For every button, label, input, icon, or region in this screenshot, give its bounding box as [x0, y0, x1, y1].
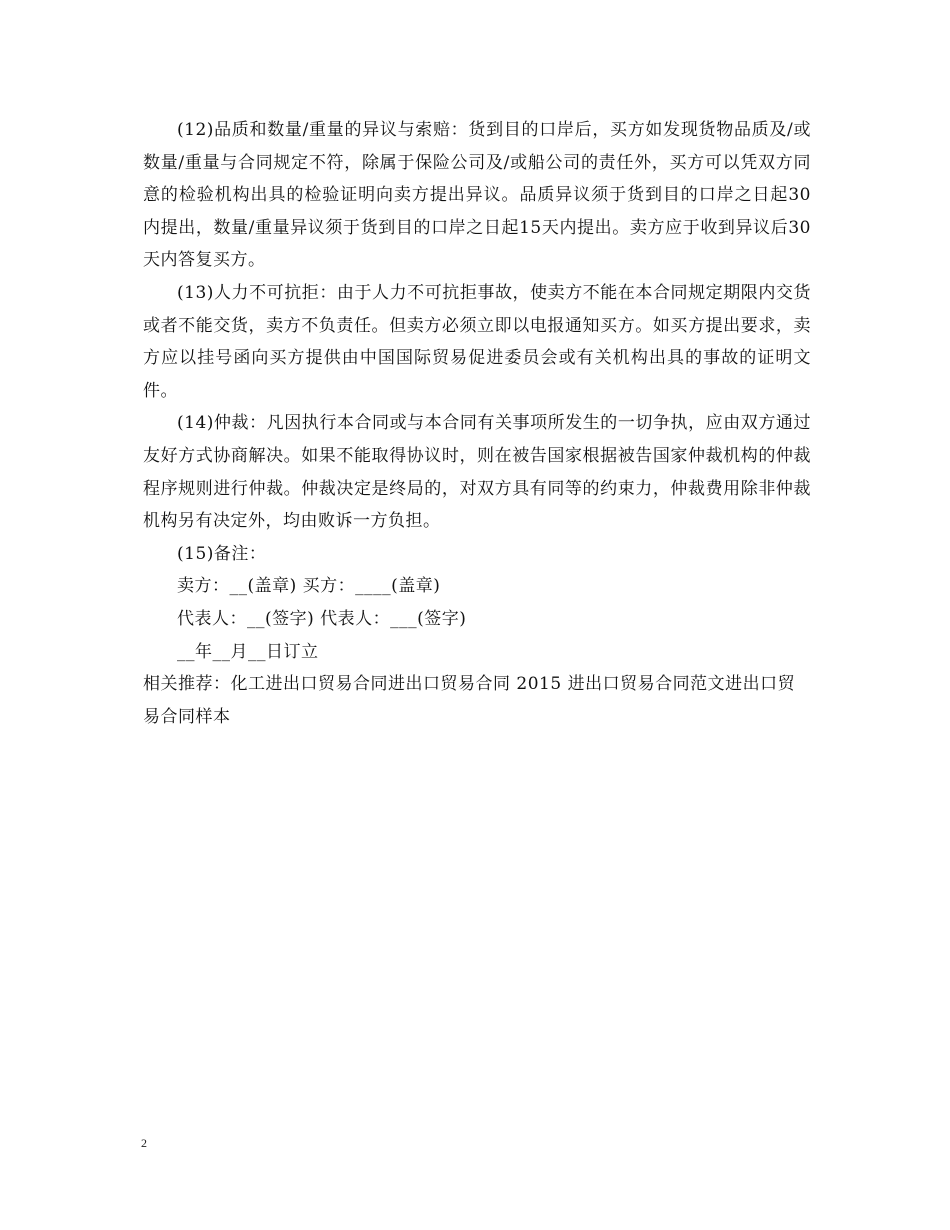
signature-seller-buyer: 卖方：__(盖章) 买方：____(盖章) — [177, 576, 441, 597]
related-recommendations: 相关推荐：化工进出口贸易合同进出口贸易合同 2015 进出口贸易合同范文进出口贸易合同样本 — [143, 674, 796, 727]
clause-13-force-majeure: (13)人力不可抗拒：由于人力不可抗拒事故，使卖方不能在本合同规定期限内交货或者不能交货，卖方不负责任。但卖方必须立即以电报通知买方。如买方提出要求，卖方应以挂号函向买方提供由中国国际贸易促进委员会或有关机构出具的事故的证明文件。 — [143, 282, 811, 401]
clause-15-remarks: (15)备注： — [177, 543, 267, 564]
signing-date: __年__月__日订立 — [177, 641, 319, 662]
clause-12-quality-claims: (12)品质和数量/重量的异议与索赔：货到目的口岸后，买方如发现货物品质及/或数量/重量与合同规定不符，除属于保险公司及/或船公司的责任外，买方可以凭双方同意的检验机构出具的检验证明向卖方提出异议。品质异议须于货到目的口岸之日起30内提出，数量/重量异议须于货到目的口岸之日起15天内提出。卖方应于收到异议后30天内答复买方。 — [143, 120, 811, 271]
signature-representatives: 代表人：__(签字) 代表人：___(签字) — [177, 608, 467, 629]
document-body — [143, 114, 811, 733]
clause-14-arbitration: (14)仲裁：凡因执行本合同或与本合同有关事项所发生的一切争执，应由双方通过友好方式协商解决。如果不能取得协议时，则在被告国家根据被告国家仲裁机构的仲裁程序规则进行仲裁。仲裁决定是终局的，对双方具有同等的约束力，仲裁费用除非仲裁机构另有决定外，均由败诉一方负担。 — [143, 413, 811, 532]
page-number: 2 — [141, 1136, 147, 1150]
